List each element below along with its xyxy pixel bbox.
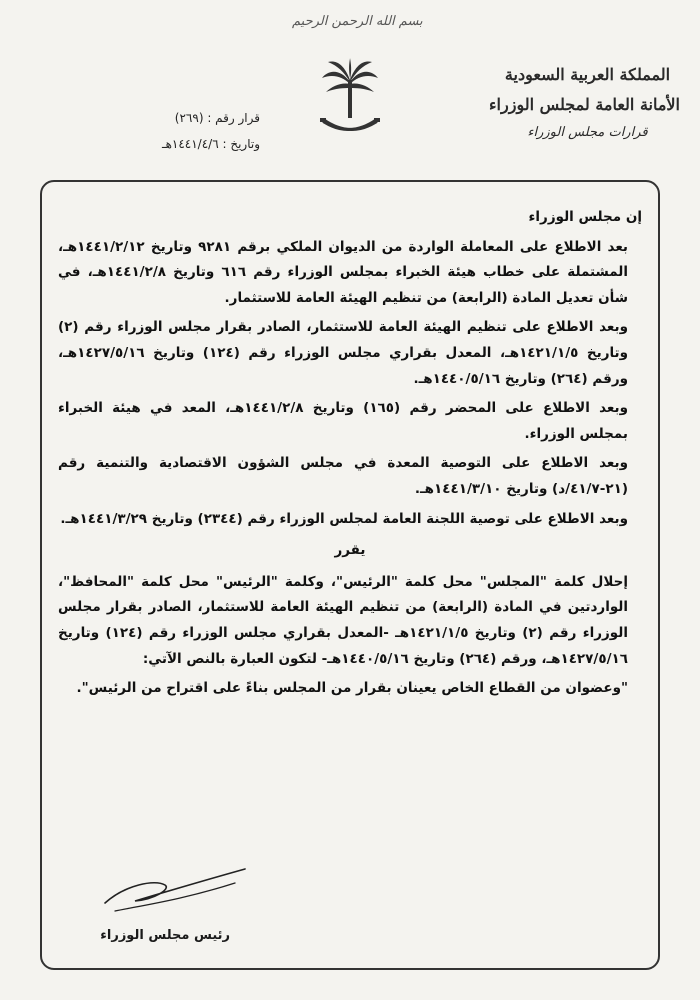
opening-line: إن مجلس الوزراء	[528, 209, 642, 225]
decision-text: إحلال كلمة "المجلس" محل كلمة "الرئيس"، وكلمة "الرئيس" محل كلمة "المحافظ"، الواردتين في المادة (الرابعة) من تنظيم الهيئة العامة للاستثمار، الصادر بقرار مجلس الوزراء رقم (٢) وتاريخ ١٤٢١/١/٥هـ -المعدل بقراري مجلس الوزراء رقم (١٢٤) وتاريخ ١٤٢٧/٥/١٦هـ، ورقم (٢٦٤) وتاريخ ١٤٤٠/٥/١٦هـ- لتكون العبارة بالنص الآتي:	[58, 573, 628, 667]
paragraph: وبعد الاطلاع على تنظيم الهيئة العامة للاستثمار، الصادر بقرار مجلس الوزراء رقم (٢) وتاريخ ١٤٢١/١/٥هـ، المعدل بقراري مجلس الوزراء رقم (١٢٤) وتاريخ ١٤٢٧/٥/١٦هـ، ورقم (٢٦٤) وتاريخ ١٤٤٠/٥/١٦هـ.	[58, 319, 628, 387]
paragraph: وبعد الاطلاع على توصية اللجنة العامة لمجلس الوزراء رقم (٢٣٤٤) وتاريخ ١٤٤١/٣/٢٩هـ.	[60, 510, 628, 527]
saudi-emblem-icon	[318, 58, 382, 140]
letterhead-secretariat: الأمانة العامة لمجلس الوزراء	[489, 95, 680, 114]
document-body	[58, 205, 642, 706]
decision-date: وتاريخ : ١٤٤١/٤/٦هـ	[162, 137, 260, 151]
decides-heading: يقرر	[334, 542, 366, 559]
decision-number: قرار رقم : (٢٦٩)	[174, 111, 260, 125]
decision-quote: "وعضوان من القطاع الخاص يعينان بقرار من المجلس بناءً على اقتراح من الرئيس".	[76, 680, 628, 697]
decision-reference	[140, 105, 260, 157]
letterhead-kingdom: المملكة العربية السعودية	[504, 65, 671, 84]
paragraph: وبعد الاطلاع على المحضر رقم (١٦٥) وتاريخ ١٤٤١/٢/٨هـ، المعد في هيئة الخبراء بمجلس الوزراء.	[58, 400, 628, 442]
handwritten-signature	[95, 855, 255, 925]
paragraph: وبعد الاطلاع على التوصية المعدة في مجلس الشؤون الاقتصادية والتنمية رقم (٢١-٤١/٧/د) وتاريخ ١٤٤١/٣/١٠هـ.	[58, 455, 628, 497]
letterhead	[489, 60, 680, 146]
basmala-calligraphy: بسم الله الرحمن الرحيم	[292, 14, 423, 29]
paragraph: بعد الاطلاع على المعاملة الواردة من الديوان الملكي برقم ٩٢٨١ وتاريخ ١٤٤١/٢/١٢هـ، المشتملة على خطاب هيئة الخبراء بمجلس الوزراء رقم ٦١٦ وتاريخ ١٤٤١/٢/٨هـ، في شأن تعديل المادة (الرابعة) من تنظيم الهيئة العامة للاستثمار.	[58, 238, 629, 306]
letterhead-decisions: قرارات مجلس الوزراء	[527, 125, 648, 140]
signer-title: رئيس مجلس الوزراء	[100, 928, 230, 943]
